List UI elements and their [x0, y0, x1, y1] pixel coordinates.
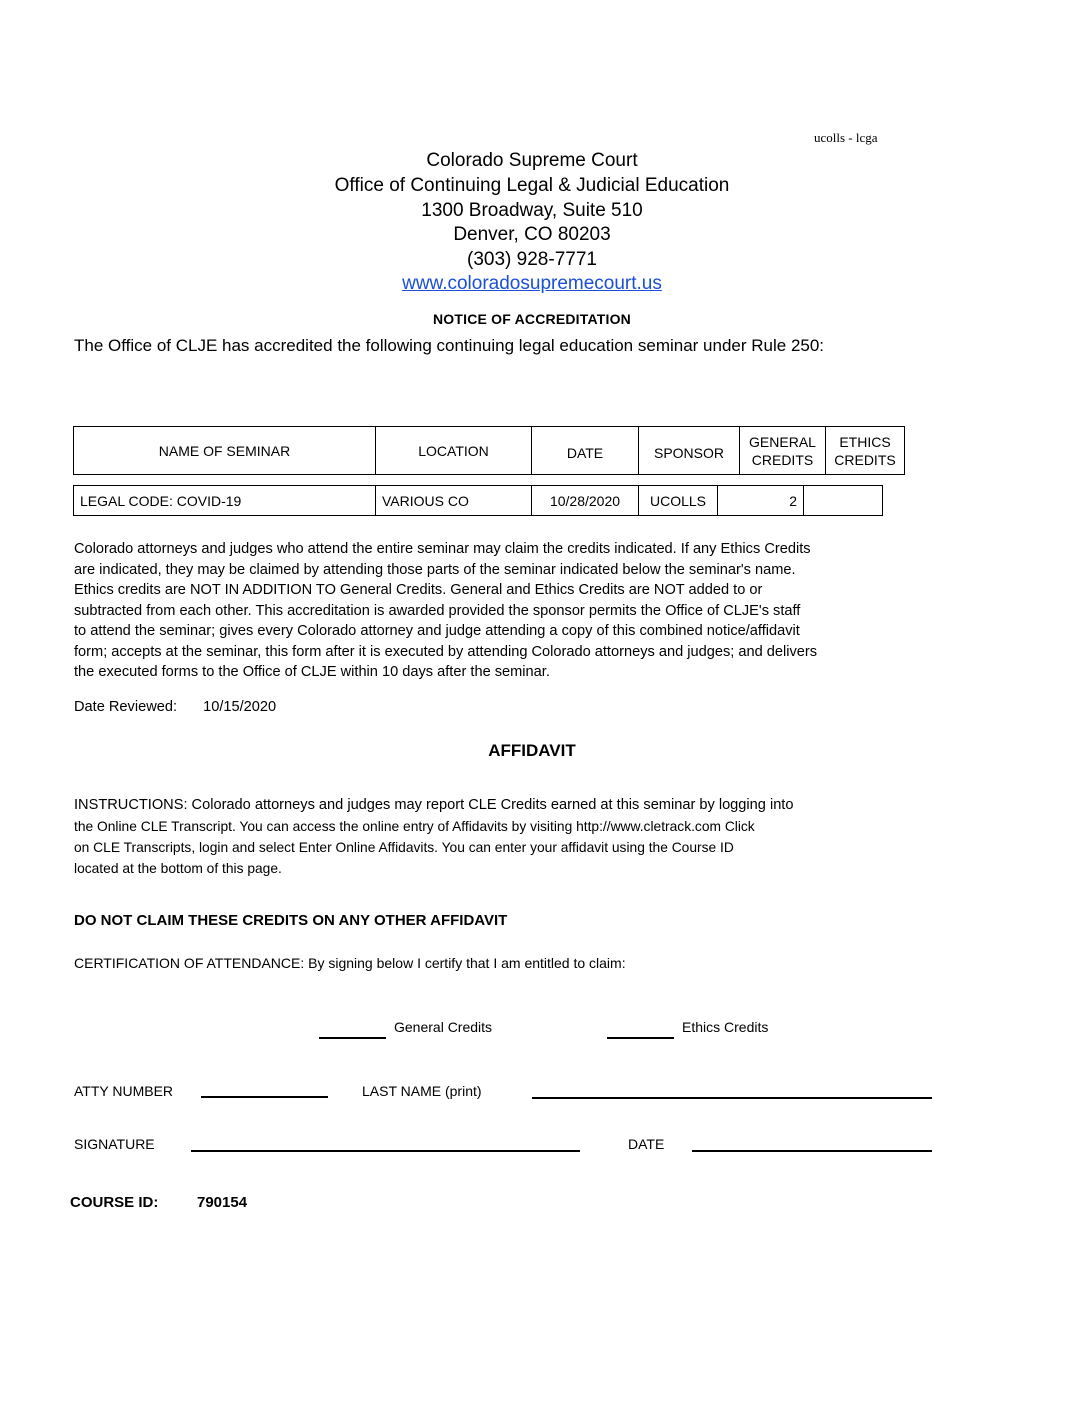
certification-statement: CERTIFICATION OF ATTENDANCE: By signing below I certify that I am entitled to claim:: [74, 955, 626, 971]
last-name-label: LAST NAME (print): [362, 1083, 482, 1099]
cell-sponsor: UCOLLS: [639, 486, 718, 516]
cell-general-credits: 2: [718, 486, 804, 516]
general-credits-field[interactable]: [319, 1037, 386, 1039]
date-reviewed-label: Date Reviewed:: [74, 699, 178, 715]
affidavit-title: AFFIDAVIT: [488, 741, 576, 760]
header-name-of-seminar: NAME OF SEMINAR: [74, 427, 376, 475]
atty-number-label: ATTY NUMBER: [74, 1083, 174, 1099]
header-general-line1: GENERAL: [749, 433, 816, 450]
paragraph-line: subtracted from each other. This accreditation is awarded provided the sponsor permits the Office of CLJE's staff: [74, 602, 801, 619]
cell-date: 10/28/2020: [532, 486, 639, 516]
course-id-value: 790154: [197, 1194, 248, 1211]
date-reviewed: [74, 699, 276, 715]
header-ethics-credits: [826, 427, 905, 475]
instructions-line: INSTRUCTIONS: Colorado attorneys and judges may report CLE Credits earned at this seminar by logging into: [74, 797, 794, 813]
paragraph-line: Ethics credits are NOT IN ADDITION TO General Credits. General and Ethics Credits are NOT added to or: [74, 582, 763, 598]
seminar-header-table: [73, 426, 905, 475]
instructions-line: on CLE Transcripts, login and select Enter Online Affidavits. You can enter your affidavit using the Course ID: [74, 840, 734, 855]
date-label: DATE: [628, 1136, 665, 1152]
paragraph-line: are indicated, they may be claimed by attending those parts of the seminar indicated below the seminar's name.: [74, 561, 796, 578]
signature-field[interactable]: [191, 1150, 580, 1152]
seminar-data-table: [73, 485, 883, 516]
instructions-line: located at the bottom of this page.: [74, 861, 282, 876]
address-line-2: Denver, CO 80203: [453, 224, 611, 245]
paragraph-line: the executed forms to the Office of CLJE within 10 days after the seminar.: [74, 664, 550, 680]
court-name: Colorado Supreme Court: [426, 150, 638, 171]
header-ethics-line2: CREDITS: [834, 451, 896, 468]
course-id-label: COURSE ID:: [70, 1194, 159, 1211]
signature-label: SIGNATURE: [74, 1136, 155, 1152]
document-code: ucolls - lcga: [814, 130, 878, 145]
date-reviewed-value: 10/15/2020: [203, 699, 277, 715]
ethics-credits-label: Ethics Credits: [682, 1019, 769, 1035]
table-row: [74, 486, 883, 516]
phone-number: (303) 928-7771: [467, 249, 597, 270]
instructions: [74, 795, 894, 879]
cell-location: VARIOUS CO: [376, 486, 532, 516]
do-not-claim-warning: DO NOT CLAIM THESE CREDITS ON ANY OTHER AFFIDAVIT: [74, 912, 508, 929]
instructions-line: the Online CLE Transcript. You can access the online entry of Affidavits by visiting http://www.cletrack.com Click: [74, 819, 755, 834]
header-location: LOCATION: [376, 427, 532, 475]
paragraph-line: form; accepts at the seminar, this form after it is executed by attending Colorado attorneys and judges; and delivers: [74, 643, 818, 660]
paragraph-line: to attend the seminar; gives every Colorado attorney and judge attending a copy of this combined notice/affidavit: [74, 623, 800, 639]
last-name-field[interactable]: [532, 1097, 932, 1099]
atty-number-field[interactable]: [201, 1096, 328, 1098]
notice-title: NOTICE OF ACCREDITATION: [433, 311, 631, 327]
header-general-credits: [740, 427, 826, 475]
accreditation-paragraph: [74, 539, 894, 683]
notice-intro: The Office of CLJE has accredited the following continuing legal education seminar under Rule 250:: [74, 336, 825, 355]
header-general-line2: CREDITS: [751, 451, 814, 468]
ethics-credits-field[interactable]: [607, 1037, 674, 1039]
paragraph-line: Colorado attorneys and judges who attend the entire seminar may claim the credits indicated. If any Ethics Credits: [74, 541, 811, 557]
header-ethics-line1: ETHICS: [839, 433, 891, 450]
website-link[interactable]: www.coloradosupremecourt.us: [402, 273, 662, 294]
date-field[interactable]: [692, 1150, 932, 1152]
header-sponsor: SPONSOR: [639, 427, 740, 475]
cell-seminar-name: LEGAL CODE: COVID-19: [74, 486, 376, 516]
general-credits-label: General Credits: [394, 1019, 493, 1035]
office-name: Office of Continuing Legal & Judicial Education: [334, 175, 730, 196]
website-row: [0, 272, 1064, 297]
address-line-1: 1300 Broadway, Suite 510: [421, 200, 643, 221]
header-date: DATE: [532, 427, 639, 475]
cell-ethics-credits: [804, 486, 883, 516]
